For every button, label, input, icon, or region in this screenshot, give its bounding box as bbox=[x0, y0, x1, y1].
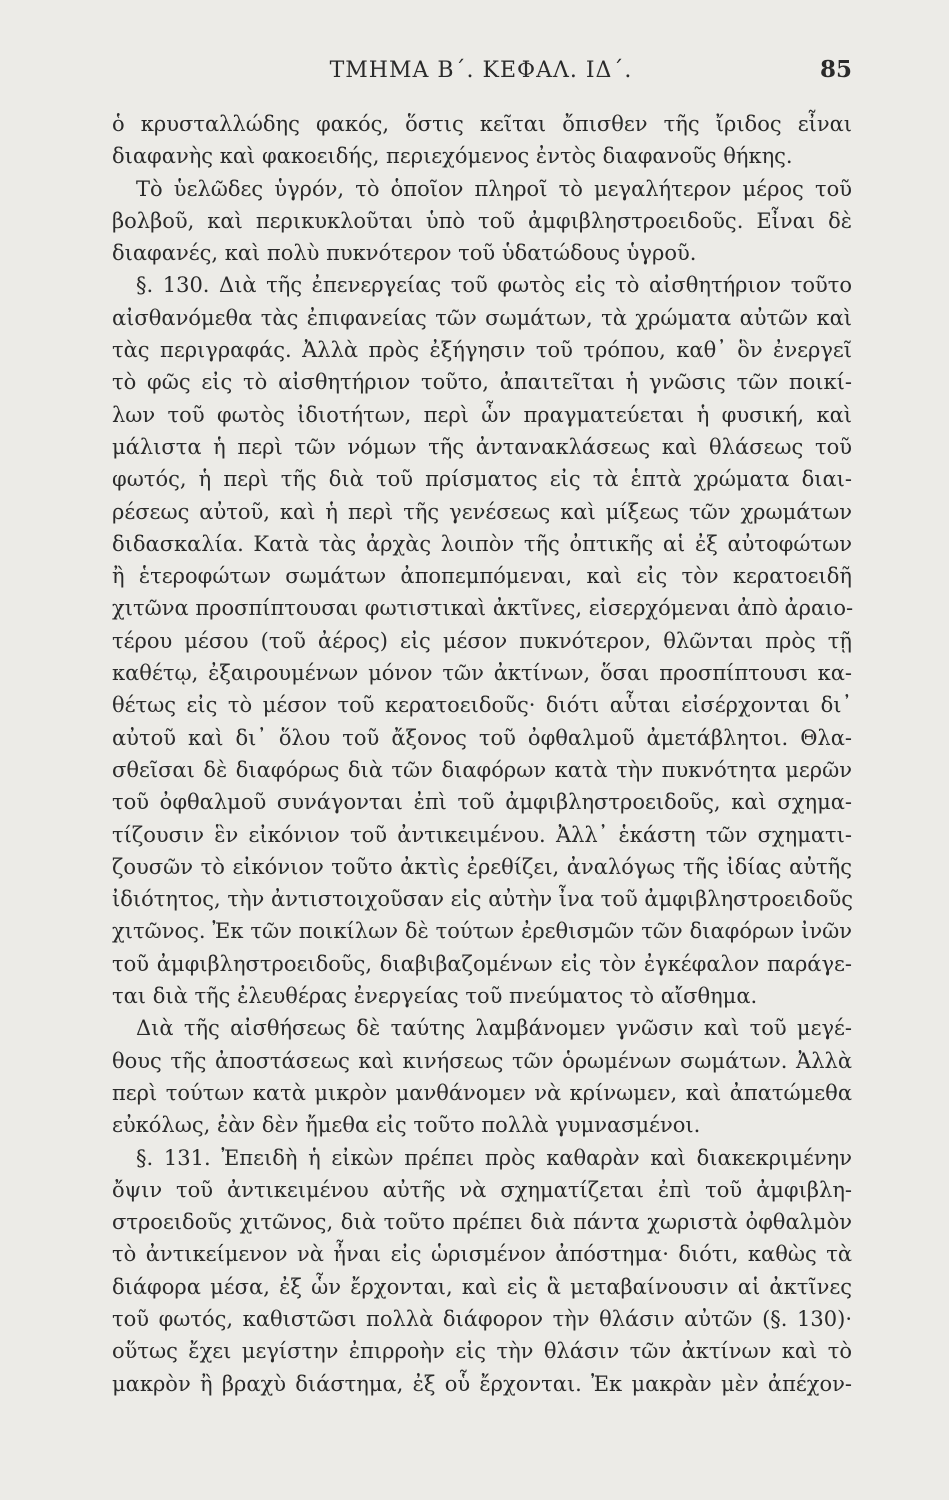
text-line: τίζουσιν ἓν εἰκόνιον τοῦ ἀντικειμένου. Ἀλλ᾿ ἑκάστη τῶν σχηματι- bbox=[112, 822, 852, 847]
text-line: μάλιστα ἡ περὶ τῶν νόμων τῆς ἀντανακλάσεως καὶ θλάσεως τοῦ bbox=[112, 434, 852, 459]
text-line: τέρου μέσου (τοῦ ἀέρος) εἰς μέσον πυκνότερον, θλῶνται πρὸς τῇ bbox=[112, 628, 852, 653]
text-line: βολβοῦ, καὶ περικυκλοῦται ὑπὸ τοῦ ἀμφιβληστροειδοῦς. Εἶναι δὲ bbox=[112, 208, 852, 233]
text-line: ὁ κρυσταλλώδης φακός, ὅστις κεῖται ὄπισθεν τῆς ἴριδος εἶναι bbox=[112, 112, 852, 136]
text-line: εὐκόλως, ἐὰν δὲν ἤμεθα εἰς τοῦτο πολλὰ γυμνασμένοι. bbox=[112, 1113, 701, 1138]
text-line: διαφανές, καὶ πολὺ πυκνότερον τοῦ ὑδατώδους ὑγροῦ. bbox=[112, 241, 697, 266]
text-line: καθέτῳ, ἐξαιρουμένων μόνον τῶν ἀκτίνων, ὅσαι προσπίπτουσι κα- bbox=[112, 661, 852, 686]
text-line: σθεῖσαι δὲ διαφόρως διὰ τῶν διαφόρων κατὰ τὴν πυκνότητα μερῶν bbox=[112, 757, 852, 782]
text-line: μακρὸν ἢ βραχὺ διάστημα, ἐξ οὗ ἔρχονται. Ἐκ μακρὰν μὲν ἀπέχον- bbox=[112, 1371, 852, 1396]
text-line: φωτός, ἡ περὶ τῆς διὰ τοῦ πρίσματος εἰς τὰ ἑπτὰ χρώματα διαι- bbox=[112, 467, 852, 492]
text-line: αὐτοῦ καὶ δι᾿ ὅλου τοῦ ἄξονος τοῦ ὀφθαλμοῦ ἀμετάβλητοι. Θλα- bbox=[112, 725, 852, 750]
text-line: τοῦ ὀφθαλμοῦ συνάγονται ἐπὶ τοῦ ἀμφιβληστροειδοῦς, καὶ σχημα- bbox=[112, 790, 852, 815]
text-line: ται διὰ τῆς ἐλευθέρας ἐνεργείας τοῦ πνεύματος τὸ αἴσθημα. bbox=[112, 984, 758, 1009]
text-line: στροειδοῦς χιτῶνος, διὰ τοῦτο πρέπει διὰ πάντα χωριστὰ ὀφθαλμὸν bbox=[112, 1210, 852, 1235]
text-line: ζουσῶν τὸ εἰκόνιον τοῦτο ἀκτὶς ἐρεθίζει, ἀναλόγως τῆς ἰδίας αὐτῆς bbox=[112, 854, 852, 879]
text-line: τὸ φῶς εἰς τὸ αἰσθητήριον τοῦτο, ἀπαιτεῖται ἡ γνῶσις τῶν ποικί- bbox=[112, 370, 852, 395]
text-line: Διὰ τῆς αἰσθήσεως δὲ ταύτης λαμβάνομεν γνῶσιν καὶ τοῦ μεγέ- bbox=[136, 1016, 852, 1041]
page-header bbox=[110, 56, 852, 96]
text-line: §. 131. Ἐπειδὴ ἡ εἰκὼν πρέπει πρὸς καθαρὰν καὶ διακεκριμένην bbox=[136, 1145, 852, 1170]
text-line: θους τῆς ἀποστάσεως καὶ κινήσεως τῶν ὁρωμένων σωμάτων. Ἀλλὰ bbox=[112, 1048, 852, 1073]
page-number: 85 bbox=[819, 56, 852, 83]
text-line: ἰδιότητος, τὴν ἀντιστοιχοῦσαν εἰς αὐτὴν ἶνα τοῦ ἀμφιβληστροειδοῦς bbox=[112, 887, 854, 912]
text-line: §. 130. Διὰ τῆς ἐπενεργείας τοῦ φωτὸς εἰς τὸ αἰσθητήριον τοῦτο bbox=[136, 273, 852, 298]
text-line: θέτως εἰς τὸ μέσον τοῦ κερατοειδοῦς· διότι αὗται εἰσέρχονται δι᾿ bbox=[112, 693, 852, 718]
text-line: διδασκαλία. Κατὰ τὰς ἀρχὰς λοιπὸν τῆς ὀπτικῆς αἱ ἐξ αὐτοφώτων bbox=[112, 531, 852, 556]
running-head: ΤΜΗΜΑ Β΄. ΚΕΦΑΛ. ΙΔ΄. bbox=[329, 58, 633, 83]
text-line: τοῦ φωτός, καθιστῶσι πολλὰ διάφορον τὴν θλάσιν αὐτῶν (§. 130)· bbox=[112, 1306, 852, 1331]
text-line: Τὸ ὑελῶδες ὑγρόν, τὸ ὁποῖον πληροῖ τὸ μεγαλήτερον μέρος τοῦ bbox=[136, 176, 852, 201]
text-line: οὕτως ἔχει μεγίστην ἐπιρροὴν εἰς τὴν θλάσιν τῶν ἀκτίνων καὶ τὸ bbox=[112, 1339, 852, 1364]
text-line: ἢ ἑτεροφώτων σωμάτων ἀποπεμπόμεναι, καὶ εἰς τὸν κερατοειδῆ bbox=[112, 564, 852, 589]
text-line: ρέσεως αὐτοῦ, καὶ ἡ περὶ τῆς γενέσεως καὶ μίξεως τῶν χρωμάτων bbox=[112, 499, 852, 524]
text-line: αἰσθανόμεθα τὰς ἐπιφανείας τῶν σωμάτων, τὰ χρώματα αὐτῶν καὶ bbox=[112, 305, 852, 330]
text-line: διαφανὴς καὶ φακοειδής, περιεχόμενος ἐντὸς διαφανοῦς θήκης. bbox=[112, 144, 793, 169]
text-line: τὰς περιγραφάς. Ἀλλὰ πρὸς ἐξήγησιν τοῦ τρόπου, καθ᾿ ὃν ἐνεργεῖ bbox=[112, 338, 852, 363]
text-line: ὄψιν τοῦ ἀντικειμένου αὐτῆς νὰ σχηματίζεται ἐπὶ τοῦ ἀμφιβλη- bbox=[112, 1177, 852, 1202]
text-line: τοῦ ἀμφιβληστροειδοῦς, διαβιβαζομένων εἰς τὸν ἐγκέφαλον παράγε- bbox=[112, 951, 852, 976]
text-line: τὸ ἀντικείμενον νὰ ἦναι εἰς ὡρισμένον ἀπόστημα· διότι, καθὼς τὰ bbox=[112, 1242, 852, 1267]
text-line: χιτῶνος. Ἐκ τῶν ποικίλων δὲ τούτων ἐρεθισμῶν τῶν διαφόρων ἰνῶν bbox=[112, 919, 852, 944]
text-line: χιτῶνα προσπίπτουσαι φωτιστικαὶ ἀκτῖνες, εἰσερχόμεναι ἀπὸ ἀραιο- bbox=[112, 596, 854, 621]
text-line: λων τοῦ φωτὸς ἰδιοτήτων, περὶ ὧν πραγματεύεται ἡ φυσική, καὶ bbox=[112, 402, 852, 427]
text-line: διάφορα μέσα, ἐξ ὧν ἔρχονται, καὶ εἰς ἃ μεταβαίνουσιν αἱ ἀκτῖνες bbox=[112, 1274, 852, 1299]
text-line: περὶ τούτων κατὰ μικρὸν μανθάνομεν νὰ κρίνωμεν, καὶ ἀπατώμεθα bbox=[112, 1080, 852, 1105]
body-text bbox=[112, 108, 852, 1400]
